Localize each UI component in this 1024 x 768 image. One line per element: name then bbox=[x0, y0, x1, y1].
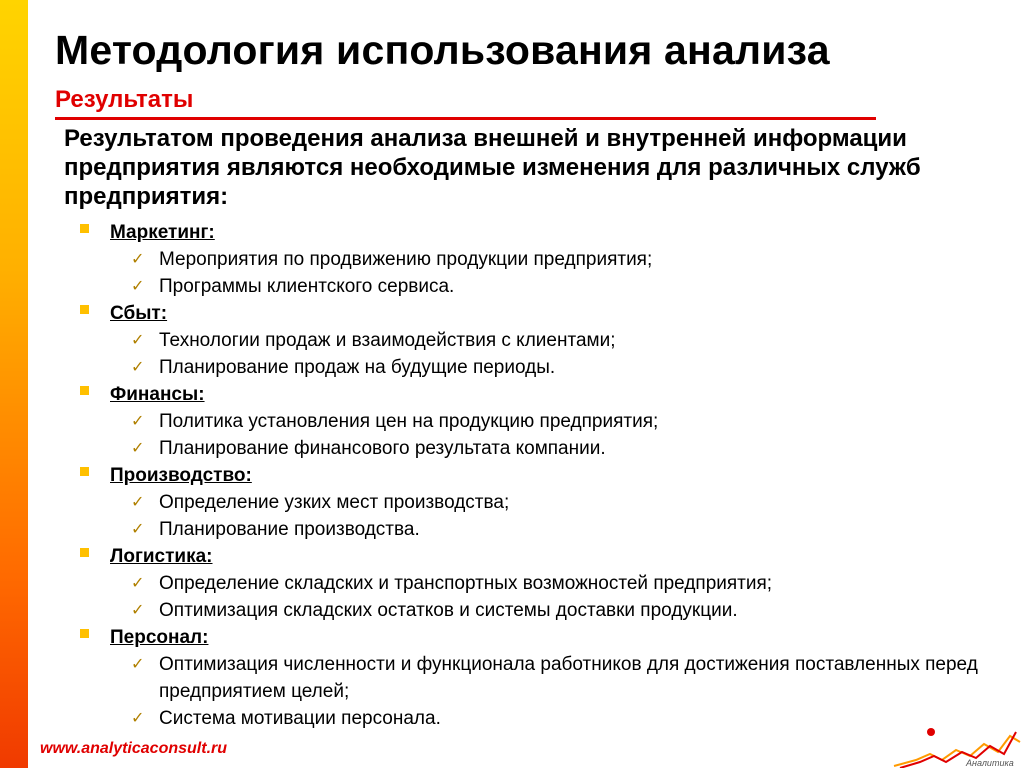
section-heading bbox=[76, 381, 1016, 408]
checkmark-icon: ✓ bbox=[131, 575, 145, 592]
checkmark-icon: ✓ bbox=[131, 521, 145, 538]
list-item-text: Система мотивации персонала. bbox=[159, 708, 441, 729]
section-title: Маркетинг: bbox=[110, 221, 215, 243]
section-block bbox=[76, 381, 1016, 462]
list-item bbox=[131, 246, 1016, 273]
square-bullet-icon bbox=[80, 386, 89, 395]
list-item-text: Определение узких мест производства; bbox=[159, 492, 510, 513]
section-heading bbox=[76, 462, 1016, 489]
list-item bbox=[131, 570, 1016, 597]
square-bullet-icon bbox=[80, 467, 89, 476]
list-item bbox=[131, 354, 1016, 381]
checkmark-icon: ✓ bbox=[131, 710, 145, 727]
section-heading bbox=[76, 624, 1016, 651]
checkmark-icon: ✓ bbox=[131, 413, 145, 430]
section-items bbox=[76, 327, 1016, 381]
sections-list bbox=[76, 219, 1016, 732]
list-item-text: Политика установления цен на продукцию предприятия; bbox=[159, 411, 659, 432]
logo-dot-icon bbox=[927, 728, 935, 736]
list-item bbox=[131, 327, 1016, 354]
square-bullet-icon bbox=[80, 305, 89, 314]
company-logo bbox=[886, 722, 1024, 768]
section-items bbox=[76, 408, 1016, 462]
section-title: Логистика: bbox=[110, 545, 213, 567]
list-item bbox=[131, 516, 1016, 543]
section-block bbox=[76, 219, 1016, 300]
checkmark-icon: ✓ bbox=[131, 251, 145, 268]
list-item bbox=[131, 435, 1016, 462]
section-items bbox=[76, 570, 1016, 624]
checkmark-icon: ✓ bbox=[131, 359, 145, 376]
section-title: Персонал: bbox=[110, 626, 209, 648]
list-item-text: Планирование финансового результата компании. bbox=[159, 438, 606, 459]
checkmark-icon: ✓ bbox=[131, 656, 145, 673]
list-item-text: Оптимизация складских остатков и системы доставки продукции. bbox=[159, 600, 738, 621]
section-heading bbox=[76, 543, 1016, 570]
checkmark-icon: ✓ bbox=[131, 278, 145, 295]
section-block bbox=[76, 300, 1016, 381]
list-item-text: Определение складских и транспортных возможностей предприятия; bbox=[159, 573, 773, 594]
section-items bbox=[76, 246, 1016, 300]
list-item bbox=[131, 597, 1016, 624]
checkmark-icon: ✓ bbox=[131, 440, 145, 457]
list-item-text: Технологии продаж и взаимодействия с клиентами; bbox=[159, 330, 616, 351]
section-heading bbox=[76, 300, 1016, 327]
section-items bbox=[76, 489, 1016, 543]
list-item-text: Планирование производства. bbox=[159, 519, 420, 540]
list-item bbox=[131, 273, 1016, 300]
page-subtitle: Результаты bbox=[55, 86, 194, 113]
side-gradient-bar bbox=[0, 0, 28, 768]
logo-text: Аналитика bbox=[966, 758, 1014, 768]
intro-text: Результатом проведения анализа внешней и внутренней информации предприятия являются необходимые изменения для различных служб предприятия: bbox=[64, 125, 921, 210]
square-bullet-icon bbox=[80, 224, 89, 233]
title-divider bbox=[55, 117, 876, 120]
square-bullet-icon bbox=[80, 548, 89, 557]
checkmark-icon: ✓ bbox=[131, 494, 145, 511]
list-item-text: Планирование продаж на будущие периоды. bbox=[159, 357, 556, 378]
list-item bbox=[131, 651, 1016, 705]
list-item bbox=[131, 705, 1016, 732]
list-item-text: Мероприятия по продвижению продукции предприятия; bbox=[159, 249, 653, 270]
section-block bbox=[76, 543, 1016, 624]
section-items bbox=[76, 651, 1016, 732]
section-block bbox=[76, 624, 1016, 732]
checkmark-icon: ✓ bbox=[131, 332, 145, 349]
list-item-text: Оптимизация численности и функционала работников для достижения поставленных перед предприятием целей; bbox=[159, 654, 978, 702]
section-heading bbox=[76, 219, 1016, 246]
section-block bbox=[76, 462, 1016, 543]
checkmark-icon: ✓ bbox=[131, 602, 145, 619]
page-title: Методология использования анализа bbox=[55, 27, 830, 73]
section-title: Сбыт: bbox=[110, 302, 168, 324]
section-title: Производство: bbox=[110, 464, 252, 486]
square-bullet-icon bbox=[80, 629, 89, 638]
footer-url[interactable]: www.analyticaconsult.ru bbox=[40, 740, 228, 757]
section-title: Финансы: bbox=[110, 383, 205, 405]
list-item-text: Программы клиентского сервиса. bbox=[159, 276, 455, 297]
list-item bbox=[131, 489, 1016, 516]
list-item bbox=[131, 408, 1016, 435]
